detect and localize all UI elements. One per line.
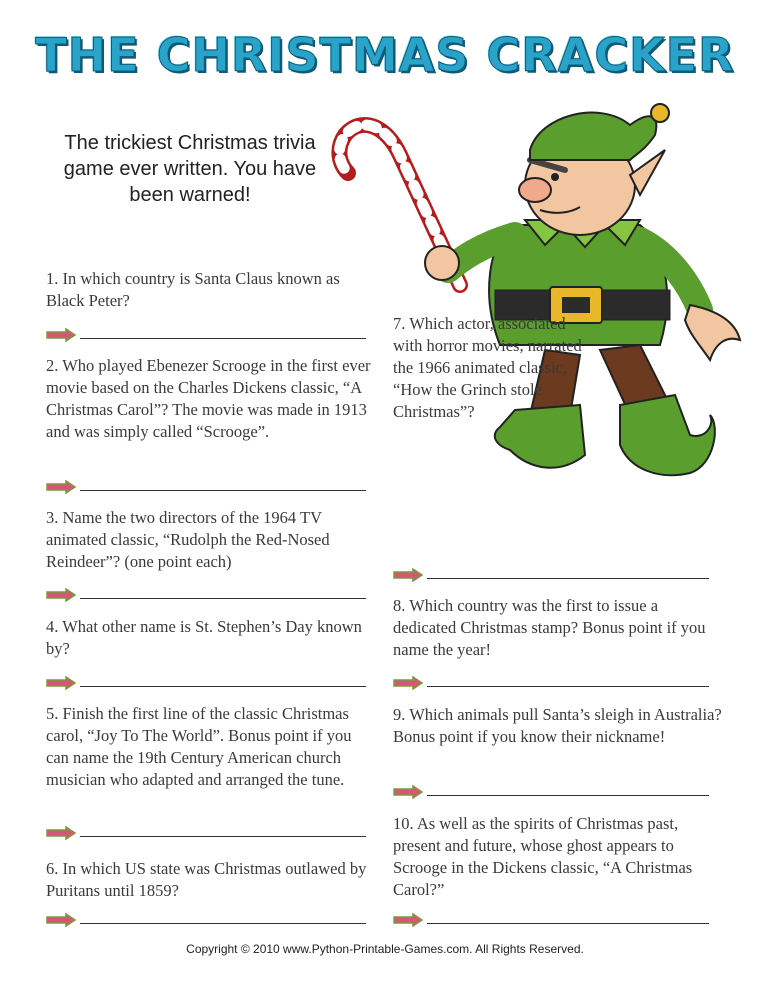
arrow-icon (393, 568, 423, 582)
arrow-icon (46, 676, 76, 690)
elf-candy-cane-illustration (330, 95, 750, 505)
answer-line-7[interactable] (393, 568, 713, 582)
answer-line-4[interactable] (46, 676, 366, 690)
arrow-icon (46, 588, 76, 602)
arrow-icon (393, 676, 423, 690)
answer-line-2[interactable] (46, 480, 366, 494)
arrow-icon (393, 913, 423, 927)
question-2: 2. Who played Ebenezer Scrooge in the first ever movie based on the Charles Dickens classic, “A Christmas Carol”? The movie was made in 1913 and was simply called “Scrooge”. (46, 356, 371, 441)
arrow-icon (393, 785, 423, 799)
arrow-icon (46, 480, 76, 494)
answer-line-1[interactable] (46, 328, 366, 342)
question-6: 6. In which US state was Christmas outlawed by Puritans until 1859? (46, 859, 367, 900)
answer-line-6[interactable] (46, 913, 366, 927)
question-4: 4. What other name is St. Stephen’s Day known by? (46, 617, 362, 658)
answer-line-9[interactable] (393, 785, 713, 799)
answer-line-3[interactable] (46, 588, 366, 602)
question-9: 9. Which animals pull Santa’s sleigh in Australia? Bonus point if you know their nickname! (393, 705, 722, 746)
answer-line-5[interactable] (46, 826, 366, 840)
arrow-icon (46, 328, 76, 342)
question-3: 3. Name the two directors of the 1964 TV animated classic, “Rudolph the Red-Nosed Reindeer”? (one point each) (46, 508, 330, 571)
arrow-icon (46, 913, 76, 927)
answer-line-8[interactable] (393, 676, 713, 690)
copyright-notice: Copyright © 2010 www.Python-Printable-Games.com. All Rights Reserved. (186, 942, 584, 956)
page-title: THE CHRISTMAS CRACKER (35, 28, 735, 82)
answer-line-10[interactable] (393, 913, 713, 927)
question-5: 5. Finish the first line of the classic Christmas carol, “Joy To The World”. Bonus point if you can name the 19th Century American church musician who adapted and arranged the tune. (46, 704, 352, 789)
question-7: 7. Which actor, associated with horror movies, narrated the 1966 animated classic, “How the Grinch stole Christmas”? (393, 314, 582, 421)
question-8: 8. Which country was the first to issue a dedicated Christmas stamp? Bonus point if you name the year! (393, 596, 706, 659)
arrow-icon (46, 826, 76, 840)
intro-text: The trickiest Christmas trivia game ever written. You have been warned! (63, 132, 317, 206)
question-1: 1. In which country is Santa Claus known as Black Peter? (46, 269, 340, 310)
question-10: 10. As well as the spirits of Christmas past, present and future, whose ghost appears to Scrooge in the Dickens classic, “A Christmas Carol?” (393, 814, 693, 899)
